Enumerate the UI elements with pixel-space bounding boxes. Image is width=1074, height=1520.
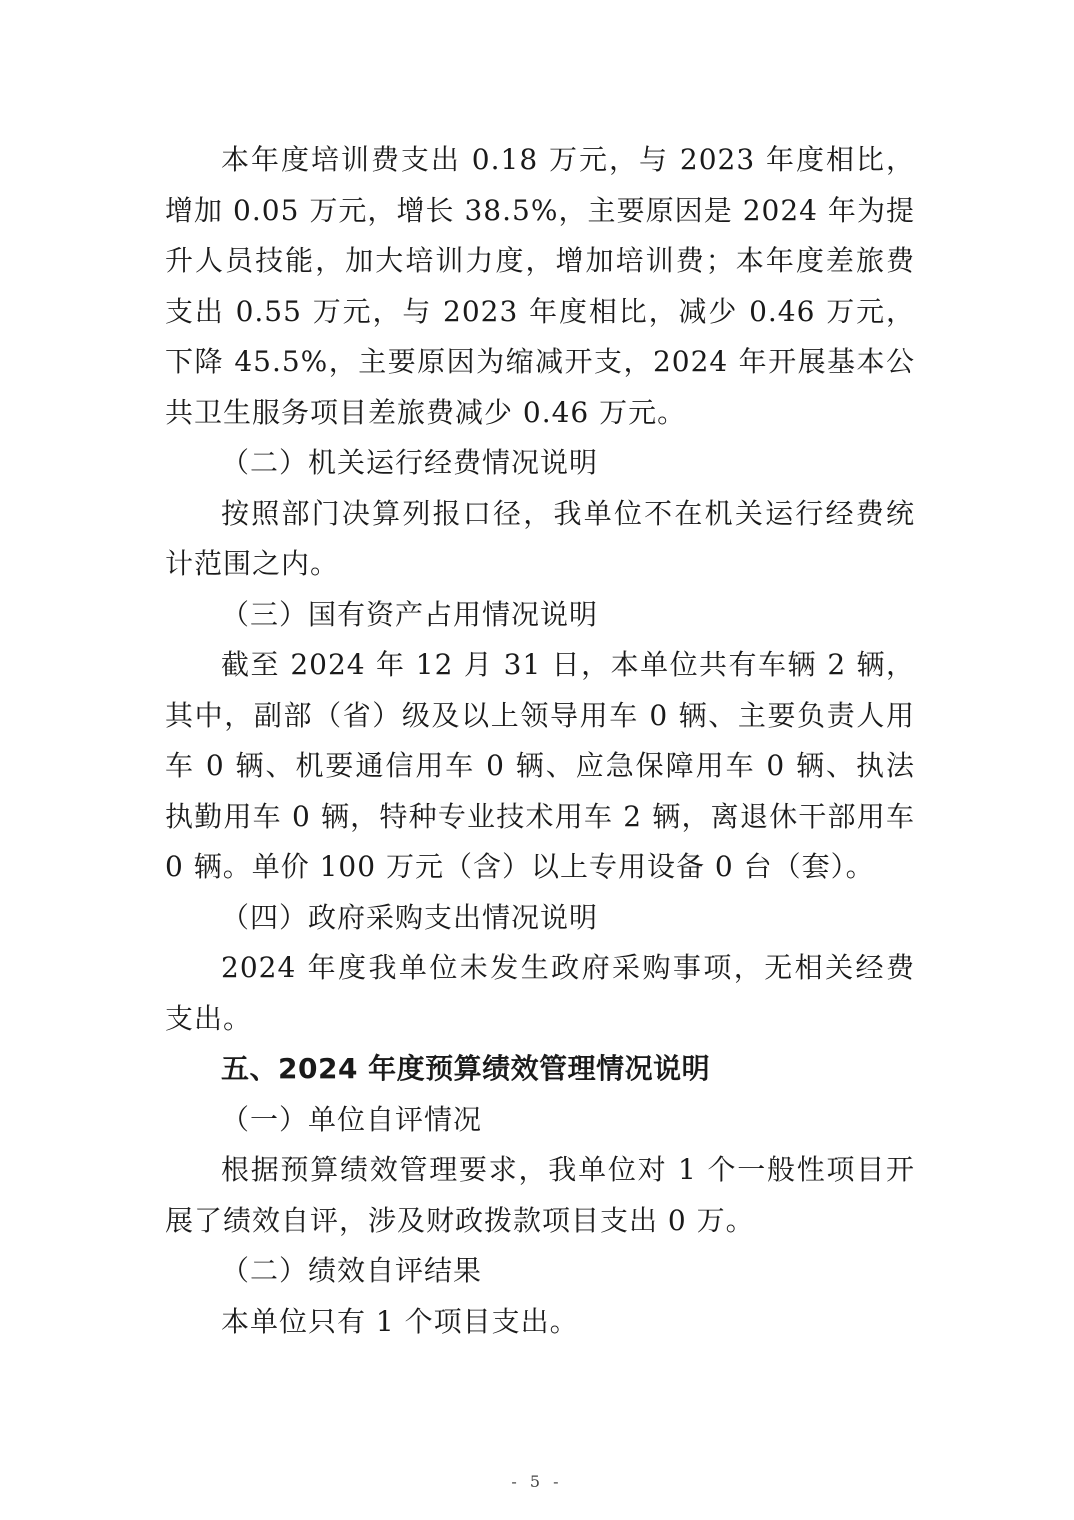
heading-self-evaluation-results: （二）绩效自评结果 [221,1254,483,1287]
page-number: - 5 - [511,1472,563,1491]
paragraph-state-assets: 截至 2024 年 12 月 31 日，本单位共有车辆 2 辆，其中，副部（省）级及以上领导用车 0 辆、主要负责人用车 0 辆、机要通信用车 0 辆、应急保障用车 0 辆、执法执勤用车 0 辆，特种专业技术用车 2 辆，离退休干部用车 0 辆。单价 100 万元（含）以上专用设备 0 台（套）。 [165,648,915,883]
heading-self-evaluation: （一）单位自评情况 [221,1102,483,1136]
paragraph-self-evaluation: 根据预算绩效管理要求，我单位对 1 个一般性项目开展了绩效自评，涉及财政拨款项目支出 0 万。 [165,1153,915,1237]
document-body [165,135,915,1347]
paragraph-training-travel-expenses: 本年度培训费支出 0.18 万元，与 2023 年度相比，增加 0.05 万元，增长 38.5%，主要原因是 2024 年为提升人员技能，加大培训力度，增加培训费；本年度差旅费支出 0.55 万元，与 2023 年度相比，减少 0.46 万元，下降 45.5%，主要原因为缩减开支，2024 年开展基本公共卫生服务项目差旅费减少 0.46 万元。 [165,143,915,429]
heading-government-procurement: （四）政府采购支出情况说明 [221,900,599,934]
paragraph-self-evaluation-results: 本单位只有 1 个项目支出。 [221,1304,579,1338]
heading-state-assets: （三）国有资产占用情况说明 [221,597,599,631]
heading-agency-operating-funds: （二）机关运行经费情况说明 [221,446,599,479]
paragraph-agency-operating-funds: 按照部门决算列报口径，我单位不在机关运行经费统计范围之内。 [165,496,915,580]
section-heading-performance-management: 五、2024 年度预算绩效管理情况说明 [221,1052,711,1085]
paragraph-government-procurement: 2024 年度我单位未发生政府采购事项，无相关经费支出。 [165,951,915,1035]
